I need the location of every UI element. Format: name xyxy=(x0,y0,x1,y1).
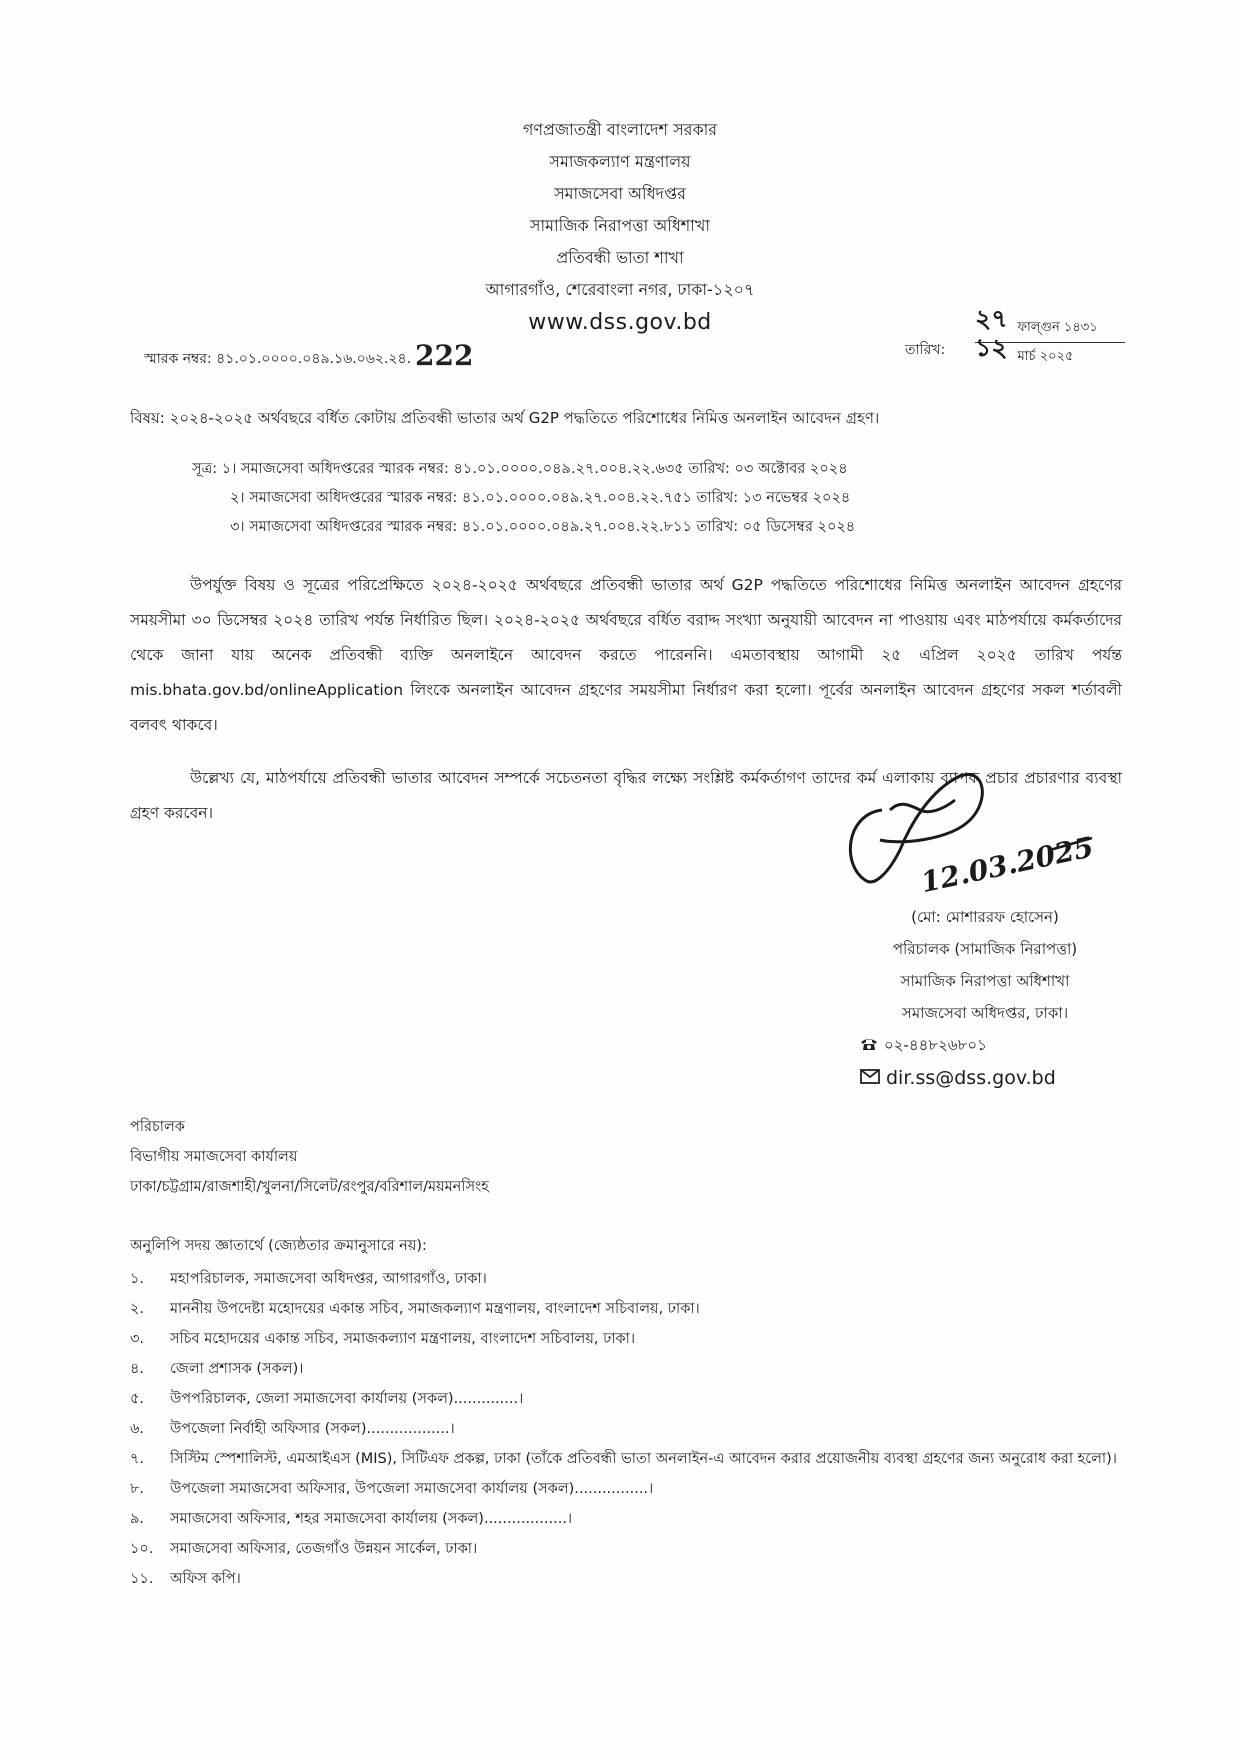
reference-item: ২। সমাজসেবা অধিদপ্তরের স্মারক নম্বর: ৪১.০১.০০০০.০৪৯.২৭.০০৪.২২.৭৫১ তারিখ: ১৩ নভেম্বর ২০২৪ xyxy=(230,490,851,506)
english-month-year: মার্চ ২০২৫ xyxy=(1017,349,1074,364)
paragraph-text: উল্লেখ্য যে, মাঠপর্যায়ে প্রতিবন্ধী ভাতার আবেদন সম্পর্কে সচেতনতা বৃদ্ধির লক্ষ্যে সংশ্লিষ্ট কর্মকর্তাগণ তাদের কর্ম এলাকায় ব্যাপক প্রচার প্রচারণার ব্যবস্থা গ্রহণ করবেন। xyxy=(130,769,1122,822)
signature-stroke xyxy=(890,800,955,812)
phone-number[interactable]: ০২-৪৪৮২৬৮০১ xyxy=(884,1036,987,1054)
copy-item-text: সচিব মহোদয়ের একান্ত সচিব, সমাজকল্যাণ মন্ত্রণালয়, বাংলাদেশ সচিবালয়, ঢাকা। xyxy=(170,1331,636,1347)
copy-item xyxy=(130,1474,1130,1504)
signatory-branch: সামাজিক নিরাপত্তা অধিশাখা xyxy=(900,972,1070,990)
copy-item xyxy=(130,1564,1130,1594)
copy-item-text: উপজেলা সমাজসেবা অফিসার, উপজেলা সমাজসেবা কার্যালয় (সকল)................। xyxy=(170,1481,654,1497)
reference-item: ৩। সমাজসেবা অধিদপ্তরের স্মারক নম্বর: ৪১.০১.০০০০.০৪৯.২৭.০০৪.২২.৮১১ তারিখ: ০৫ ডিসেম্বর ২০২৪ xyxy=(230,519,856,535)
copy-item-text: সমাজসেবা অফিসার, শহর সমাজসেবা কার্যালয় (সকল)..................। xyxy=(170,1511,573,1527)
letterhead-website[interactable]: www.dss.gov.bd xyxy=(528,310,712,335)
date-label: তারিখ: xyxy=(905,342,946,358)
email-address[interactable]: dir.ss@dss.gov.bd xyxy=(886,1066,1056,1089)
mail-icon xyxy=(860,1062,880,1094)
signature-block xyxy=(820,901,1150,1094)
copy-item-number: ১০. xyxy=(130,1541,154,1557)
copy-item-number: ৭. xyxy=(130,1451,145,1467)
copy-distribution xyxy=(130,1231,1130,1594)
copy-title: অনুলিপি সদয় জ্ঞাতার্থে (জ্যেষ্ঠতার ক্রমানুসারে নয়): xyxy=(130,1238,427,1254)
body-paragraph-1 xyxy=(130,568,1122,743)
copy-item-number: ১১. xyxy=(130,1571,154,1587)
copy-item xyxy=(130,1504,1130,1534)
copy-item xyxy=(130,1384,1130,1414)
copy-item-number: ৫. xyxy=(130,1391,145,1407)
bangla-month-year: ফাল্গুন ১৪৩১ xyxy=(1017,320,1098,335)
addressee-line: পরিচালক xyxy=(130,1119,185,1135)
phone-icon xyxy=(860,1030,878,1062)
copy-item-text: মাননীয় উপদেষ্টা মহোদয়ের একান্ত সচিব, সমাজকল্যাণ মন্ত্রণালয়, বাংলাদেশ সচিবালয়, ঢাকা। xyxy=(170,1301,700,1317)
copy-item-number: ৮. xyxy=(130,1481,145,1497)
memo-handwritten-number: 222 xyxy=(415,339,474,372)
copy-item-text: উপপরিচালক, জেলা সমাজসেবা কার্যালয় (সকল)..............। xyxy=(170,1391,524,1407)
copy-item xyxy=(130,1324,1130,1354)
copy-item-text: সিস্টিম স্পেশালিস্ট, এমআইএস (MIS), সিটিএফ প্রকল্প, ঢাকা (তাঁকে প্রতিবন্ধী ভাতা অনলাইন-এ আবেদন করার প্রয়োজনীয় ব্যবস্থা গ্রহণের জন্য অনুরোধ করা হলো)। xyxy=(170,1451,1117,1467)
copy-item-number: ৩. xyxy=(130,1331,145,1347)
letterhead-wing: সামাজিক নিরাপত্তা অধিশাখা xyxy=(529,216,711,235)
copy-item-number: ২. xyxy=(130,1301,145,1317)
copy-item-number: ৯. xyxy=(130,1511,145,1527)
copy-item xyxy=(130,1294,1130,1324)
copy-item-text: জেলা প্রশাসক (সকল)। xyxy=(170,1361,304,1377)
letterhead-ministry: সমাজকল্যাণ মন্ত্রণালয় xyxy=(549,152,691,171)
bangla-day: ২৭ xyxy=(975,304,1008,333)
signatory-designation: পরিচালক (সামাজিক নিরাপত্তা) xyxy=(892,940,1078,958)
copy-list xyxy=(130,1264,1130,1594)
copy-item-number: ১. xyxy=(130,1271,145,1287)
letterhead-department: সমাজসেবা অধিদপ্তর xyxy=(554,184,686,203)
handwritten-signature xyxy=(830,770,1150,920)
copy-item-text: অফিস কপি। xyxy=(170,1571,241,1587)
memo-number xyxy=(144,337,474,371)
signature-date: 12.03.2025 xyxy=(917,830,1097,900)
letterhead xyxy=(370,114,870,340)
letterhead-government: গণপ্রজাতন্ত্রী বাংলাদেশ সরকার xyxy=(522,120,718,139)
signatory-office: সমাজসেবা অধিদপ্তর, ঢাকা। xyxy=(901,1004,1069,1022)
addressee-line: ঢাকা/চট্টগ্রাম/রাজশাহী/খুলনা/সিলেট/রংপুর/বরিশাল/ময়মনসিংহ xyxy=(130,1179,489,1195)
copy-item-text: মহাপরিচালক, সমাজসেবা অধিদপ্তর, আগারগাঁও, ঢাকা। xyxy=(170,1271,487,1287)
copy-item-text: সমাজসেবা অফিসার, তেজগাঁও উন্নয়ন সার্কেল, ঢাকা। xyxy=(170,1541,478,1557)
copy-item xyxy=(130,1534,1130,1564)
letterhead-branch: প্রতিবন্ধী ভাতা শাখা xyxy=(556,248,684,267)
copy-item xyxy=(130,1444,1130,1474)
letterhead-address: আগারগাঁও, শেরেবাংলা নগর, ঢাকা-১২০৭ xyxy=(485,280,755,299)
subject-line: বিষয়: ২০২৪-২০২৫ অর্থবছরে বর্ধিত কোটায় প্রতিবন্ধী ভাতার অর্থ G2P পদ্ধতিতে পরিশোধের নিমিত্ত অনলাইন আবেদন গ্রহণ। xyxy=(130,409,880,427)
paragraph-text: উপর্যুক্ত বিষয় ও সূত্রের পরিপ্রেক্ষিতে ২০২৪-২০২৫ অর্থবছরে প্রতিবন্ধী ভাতার অর্থ G2P পদ্ধতিতে পরিশোধের নিমিত্ত অনলাইন আবেদন গ্রহণের সময়সীমা ৩০ ডিসেম্বর ২০২৪ তারিখ পর্যন্ত নির্ধারিত ছিল। ২০২৪-২০২৫ অর্থবছরে বর্ধিত বরাদ্দ সংখ্যা অনুযায়ী আবেদন না পাওয়ায় এবং মাঠপর্যায়ে কর্মকর্তাদের থেকে জানা যায় অনেক প্রতিবন্ধী ব্যক্তি অনলাইনে আবেদন করতে পারেননি। এমতাবস্থায় আগামী ২৫ এপ্রিল ২০২৫ তারিখ পর্যন্ত mis.bhata.gov.bd/onlineApplication লিংকে অনলাইন আবেদন গ্রহণের সময়সীমা নির্ধারণ করা হলো। পূর্বের অনলাইন আবেদন গ্রহণের সকল শর্তাবলী বলবৎ থাকবে। xyxy=(130,576,1122,734)
phone-line xyxy=(820,1029,1150,1062)
copy-item xyxy=(130,1414,1130,1444)
reference-item: সূত্র: ১। সমাজসেবা অধিদপ্তরের স্মারক নম্বর: ৪১.০১.০০০০.০৪৯.২৭.০০৪.২২.৬৩৫ তারিখ: ০৩ অক্টোবর ২০২৪ xyxy=(192,461,848,477)
memo-label: স্মারক নম্বর: ৪১.০১.০০০০.০৪৯.১৬.০৬২.২৪. xyxy=(144,351,412,367)
references xyxy=(192,455,855,542)
copy-item xyxy=(130,1264,1130,1294)
addressee-block xyxy=(130,1112,489,1202)
copy-item-text: উপজেলা নির্বাহী অফিসার (সকল)..................। xyxy=(170,1421,455,1437)
date-fraction xyxy=(975,304,1125,371)
addressee-line: বিভাগীয় সমাজসেবা কার্যালয় xyxy=(130,1149,298,1165)
signatory-name: (মো: মোশাররফ হোসেন) xyxy=(911,908,1059,926)
copy-item-number: ৪. xyxy=(130,1361,145,1377)
copy-item-number: ৬. xyxy=(130,1421,145,1437)
english-date xyxy=(975,333,1125,371)
english-day: ১২ xyxy=(975,333,1008,362)
copy-item xyxy=(130,1354,1130,1384)
email-line xyxy=(820,1062,1150,1095)
